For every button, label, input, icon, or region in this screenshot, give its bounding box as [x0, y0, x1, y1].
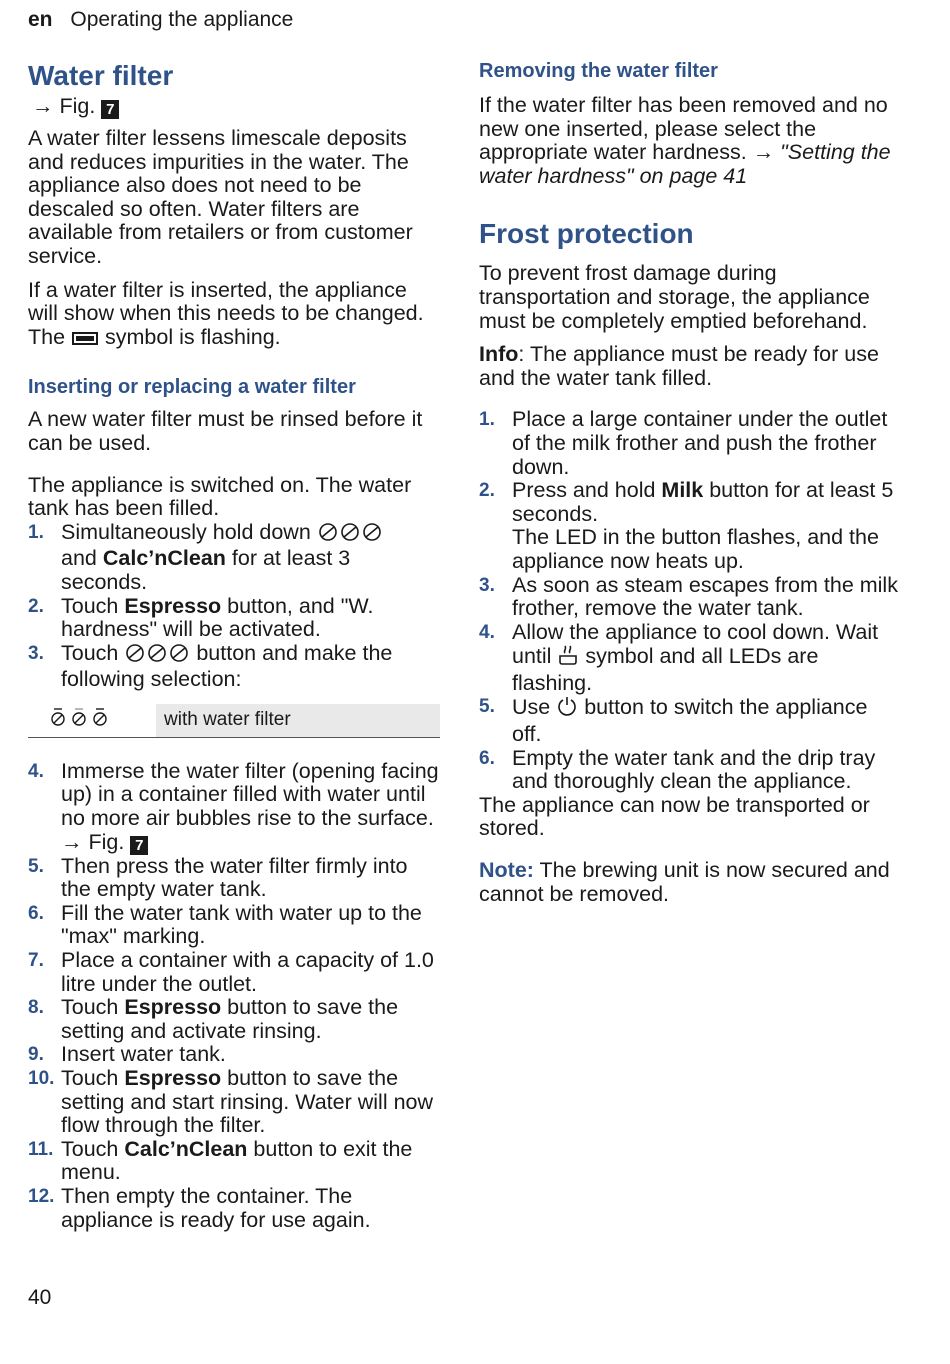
- list-item: 6. Fill the water tank with water up to the "max" marking.: [28, 900, 422, 949]
- selection-table: [28, 704, 440, 738]
- frost-intro: To prevent frost damage during transportation and storage, the appliance must be completely emptied beforehand.: [479, 261, 870, 333]
- water-hardness-icon: [317, 522, 383, 548]
- info-note: Info: The appliance must be ready for use and the water tank filled.: [479, 342, 879, 390]
- water-filter-intro: A water filter lessens limescale deposits and reduces impurities in the water. The appliance also does not need to be descaled so often. Water filters are available from retailers or from customer service.: [28, 126, 413, 268]
- transport-note: The appliance can now be transported or stored.: [479, 792, 870, 841]
- frost-steps-list: [479, 408, 899, 794]
- table-row: [28, 704, 440, 738]
- page-number: 40: [28, 1286, 52, 1309]
- list-item: 7. Place a container with a capacity of 1.0 litre under the outlet.: [28, 948, 434, 996]
- removing-filter-subheading: Removing the water filter: [479, 60, 718, 82]
- selection-label: with water filter: [156, 704, 440, 738]
- frost-protection-heading: Frost protection: [479, 218, 694, 250]
- figure-reference: → Fig. 7: [32, 94, 440, 119]
- figure-number-badge: 7: [130, 836, 148, 855]
- page-cross-reference[interactable]: "Setting the water hardness" on page 41: [479, 140, 891, 188]
- water-hardness-icon: [124, 643, 190, 669]
- list-item: 4. Immerse the water filter (opening facing up) in a container filled with water until no more air bubbles rise to the surface. → Fig. 7: [28, 758, 439, 854]
- note-label: Note:: [479, 858, 534, 883]
- filter-change-icon: [71, 329, 99, 353]
- power-icon: [556, 695, 578, 723]
- inserting-filter-subheading: Inserting or replacing a water filter: [28, 376, 356, 399]
- right-column: [479, 58, 899, 906]
- page-header: [28, 8, 293, 32]
- list-item: 5. Then press the water filter firmly into the empty water tank.: [28, 853, 408, 902]
- hardness-filter-icon: [28, 704, 156, 738]
- list-item: 2. Touch Espresso button, and "W. hardness" will be activated.: [28, 593, 374, 642]
- list-item: 9. Insert water tank.: [28, 1042, 226, 1067]
- list-item: 4. Allow the appliance to cool down. Wait until symbol and all LEDs are flashing.: [479, 619, 879, 695]
- list-item: 3. Touch button and make the following selection:: [28, 640, 393, 692]
- list-item: 2. Press and hold Milk button for at least 5 seconds. The LED in the button flashes, and the appliance now heats up.: [479, 478, 894, 573]
- language-code: en: [28, 8, 53, 31]
- list-item: 1. Place a large container under the outlet of the milk frother and push the frother down.: [479, 407, 888, 479]
- removing-filter-text: If the water filter has been removed and no new one inserted, please select the appropriate water hardness. → "Setting the water hardness" on page 41: [479, 93, 891, 188]
- brewing-unit-note: Note: The brewing unit is now secured and cannot be removed.: [479, 858, 890, 906]
- left-column: [28, 58, 440, 1232]
- cooling-icon: [557, 644, 579, 672]
- list-item: 1. Simultaneously hold down and Calc’nClean for at least 3 seconds.: [28, 521, 440, 595]
- list-item: 11. Touch Calc’nClean button to exit the menu.: [28, 1136, 413, 1185]
- list-item: 12. Then empty the container. The appliance is ready for use again.: [28, 1183, 371, 1232]
- list-item: 8. Touch Espresso button to save the setting and activate rinsing.: [28, 995, 399, 1043]
- arrow-right-icon: →: [32, 94, 54, 118]
- info-label: Info: [479, 342, 519, 367]
- list-item: 3. As soon as steam escapes from the milk frother, remove the water tank.: [479, 572, 898, 621]
- list-item: 6. Empty the water tank and the drip tray and thoroughly clean the appliance.: [479, 745, 876, 794]
- water-filter-heading: Water filter: [28, 60, 174, 91]
- section-title: Operating the appliance: [70, 8, 294, 31]
- list-item: 5. Use button to switch the appliance off.: [479, 695, 868, 747]
- figure-number-badge: 7: [101, 100, 119, 119]
- precondition-text: The appliance is switched on. The water tank has been filled.: [28, 472, 412, 521]
- water-filter-change-note: If a water filter is inserted, the appliance will show when this needs to be changed. The symbol is flashing.: [28, 279, 440, 353]
- list-item: 10. Touch Espresso button to save the setting and start rinsing. Water will now flow through the filter.: [28, 1066, 434, 1138]
- filter-steps-list: [28, 521, 440, 692]
- rinse-note: A new water filter must be rinsed before it can be used.: [28, 407, 423, 455]
- arrow-right-icon: →: [61, 829, 83, 854]
- arrow-right-icon: →: [752, 140, 781, 165]
- filter-steps-list-continued: [28, 760, 440, 1232]
